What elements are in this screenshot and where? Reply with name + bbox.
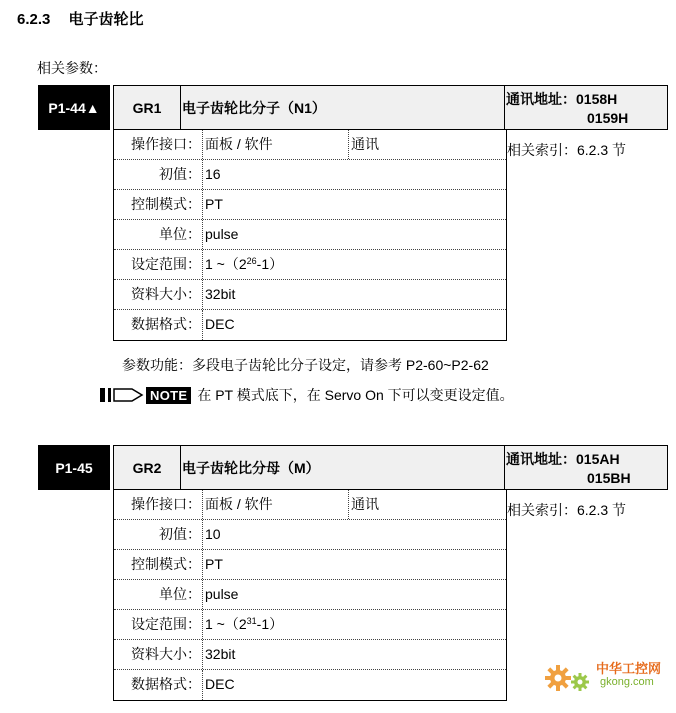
row-value: 32bit xyxy=(205,286,236,302)
range-suffix: -1） xyxy=(256,616,284,632)
row-value: pulse xyxy=(205,226,239,242)
row-value: 16 xyxy=(205,166,221,182)
row-value: pulse xyxy=(205,586,239,602)
param-header xyxy=(113,85,668,130)
row-value xyxy=(203,610,283,639)
table-row xyxy=(114,550,506,580)
table-row xyxy=(114,640,506,670)
row-value: 面板 / 软件 xyxy=(203,490,349,519)
related-index: 相关索引：6.2.3 节 xyxy=(507,502,627,518)
row-label: 控制模式： xyxy=(114,190,203,219)
table-row xyxy=(114,280,506,310)
param-group: GR1 xyxy=(114,86,181,129)
row-label: 资料大小： xyxy=(114,280,203,309)
row-value: DEC xyxy=(205,316,235,332)
param-table xyxy=(113,130,507,341)
row-value-2: 通讯 xyxy=(351,136,379,152)
table-row xyxy=(114,670,506,700)
param-table xyxy=(113,490,507,701)
address-2: 0159H xyxy=(587,110,629,126)
gear-icon xyxy=(540,656,596,700)
table-row xyxy=(114,250,506,280)
table-row xyxy=(114,310,506,340)
section-heading xyxy=(17,8,144,29)
row-value xyxy=(203,250,283,279)
row-label: 初值： xyxy=(114,160,203,189)
row-label: 单位： xyxy=(114,580,203,609)
param-function: 参数功能：多段电子齿轮比分子设定，请参考 P2-60~P2-62 xyxy=(122,357,489,373)
row-label: 操作接口： xyxy=(114,130,203,159)
note-label: NOTE xyxy=(146,387,191,404)
related-index: 相关索引：6.2.3 节 xyxy=(507,142,627,158)
row-value: 10 xyxy=(205,526,221,542)
row-label: 资料大小： xyxy=(114,640,203,669)
row-value-2: 通讯 xyxy=(351,496,379,512)
row-label: 设定范围： xyxy=(114,610,203,639)
address-1: 015AH xyxy=(576,451,620,467)
range-prefix: 1 ~（2 xyxy=(205,256,247,272)
row-label: 设定范围： xyxy=(114,250,203,279)
param-header xyxy=(113,445,668,490)
table-row xyxy=(114,490,506,520)
row-label: 数据格式： xyxy=(114,310,203,340)
table-row xyxy=(114,130,506,160)
param-id: P1-44▲ xyxy=(38,85,110,130)
range-suffix: -1） xyxy=(256,256,284,272)
comm-address xyxy=(506,90,666,128)
address-label: 通讯地址： xyxy=(506,91,576,107)
table-row xyxy=(114,220,506,250)
row-label: 数据格式： xyxy=(114,670,203,700)
row-value: PT xyxy=(205,196,223,212)
address-2: 015BH xyxy=(587,470,631,486)
row-value: DEC xyxy=(205,676,235,692)
table-row xyxy=(114,160,506,190)
related-params-label: 相关参数： xyxy=(37,60,107,76)
row-label: 控制模式： xyxy=(114,550,203,579)
param-name: 电子齿轮比分子（N1） xyxy=(182,86,505,129)
row-value: 32bit xyxy=(205,646,236,662)
note-arrow-icon xyxy=(100,386,144,404)
table-row xyxy=(114,580,506,610)
row-label: 初值： xyxy=(114,520,203,549)
watermark-title: 中华工控网 xyxy=(596,661,662,676)
range-prefix: 1 ~（2 xyxy=(205,616,247,632)
range-exponent: 26 xyxy=(246,256,257,266)
range-exponent: 31 xyxy=(246,616,257,626)
comm-address xyxy=(506,450,666,488)
row-label: 操作接口： xyxy=(114,490,203,519)
note-badge xyxy=(100,386,191,404)
watermark-url: gkong.com xyxy=(600,676,654,688)
table-row xyxy=(114,610,506,640)
address-label: 通讯地址： xyxy=(506,451,576,467)
address-1: 0158H xyxy=(576,91,618,107)
watermark xyxy=(540,656,670,700)
param-id: P1-45 xyxy=(38,445,110,490)
param-name: 电子齿轮比分母（M） xyxy=(182,446,505,489)
param-group: GR2 xyxy=(114,446,181,489)
table-row xyxy=(114,520,506,550)
note-text: 在 PT 模式底下，在 Servo On 下可以变更设定值。 xyxy=(197,387,514,403)
section-number: 6.2.3 xyxy=(17,11,51,28)
section-title: 电子齿轮比 xyxy=(68,11,144,28)
table-row xyxy=(114,190,506,220)
row-value: PT xyxy=(205,556,223,572)
note xyxy=(100,385,514,405)
row-value: 面板 / 软件 xyxy=(203,130,349,159)
row-label: 单位： xyxy=(114,220,203,249)
